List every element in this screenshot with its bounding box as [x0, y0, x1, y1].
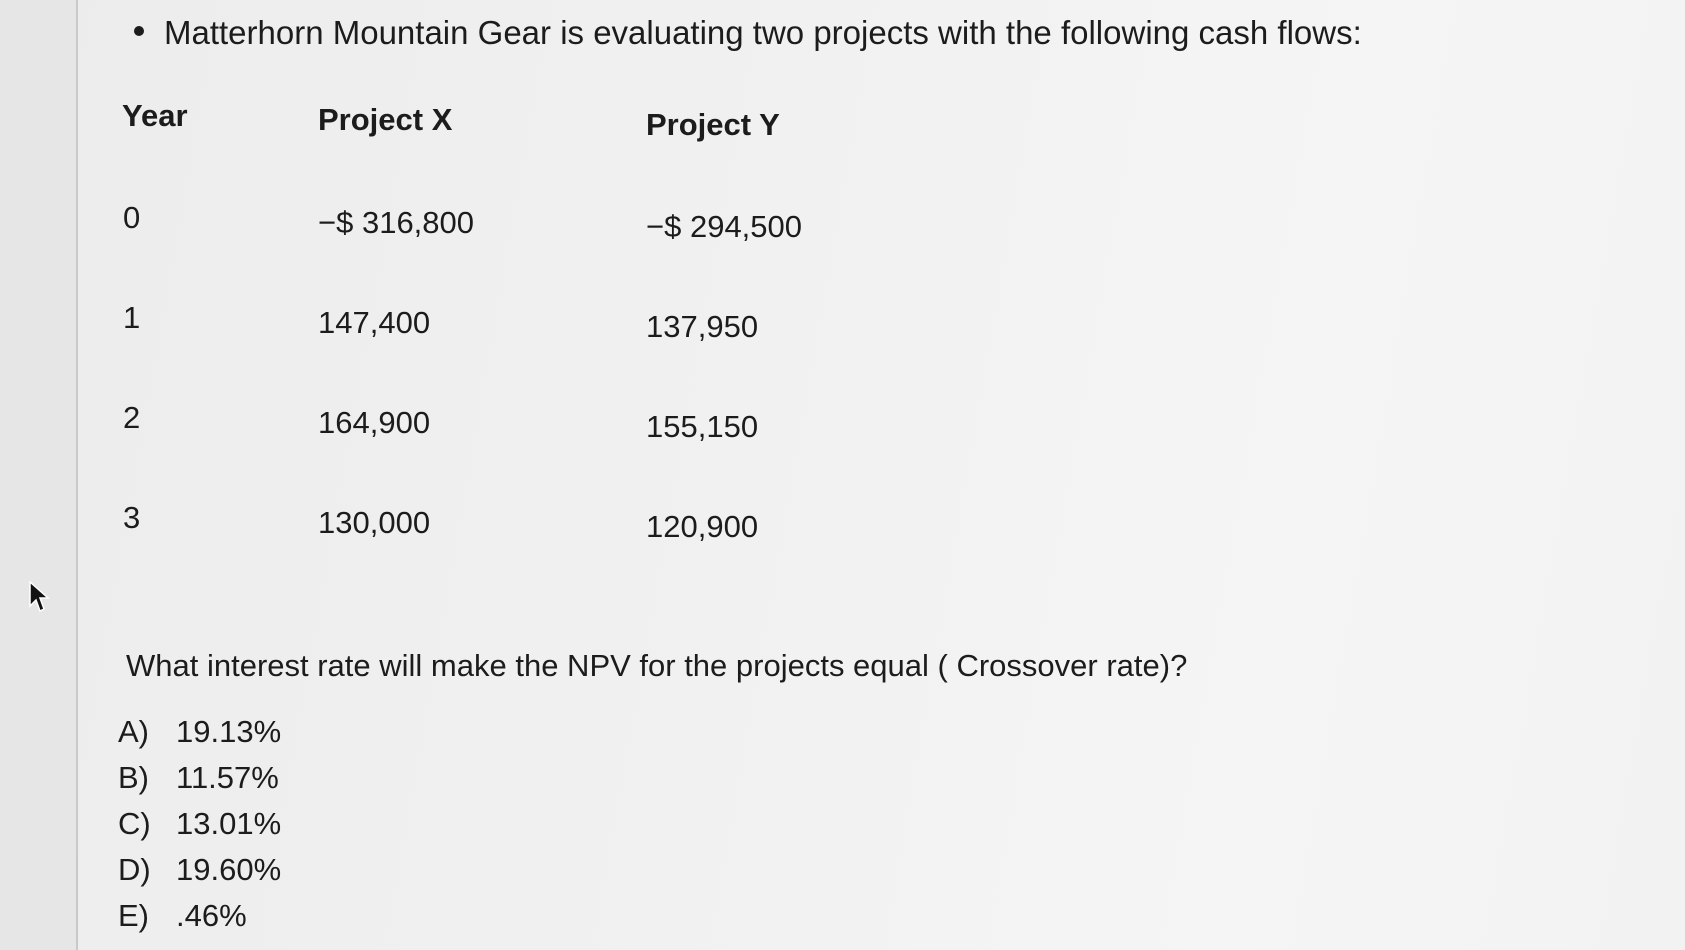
option-value: 19.13% [176, 714, 282, 749]
option-letter: C) [118, 806, 151, 841]
option-letter: E) [118, 898, 149, 933]
year-cell: 2 [123, 400, 141, 435]
header-year: Year [122, 98, 188, 133]
project-x-cell: 164,900 [318, 405, 431, 440]
answer-option-b [118, 760, 279, 796]
year-cell: 3 [123, 500, 141, 535]
option-letter: B) [118, 760, 149, 795]
project-x-cell: 147,400 [318, 305, 431, 340]
header-project-x: Project X [318, 102, 453, 137]
project-y-cell: −$ 294,500 [646, 209, 803, 244]
option-value: 11.57% [176, 760, 279, 795]
answer-option-c [118, 806, 281, 842]
project-x-cell: −$ 316,800 [318, 205, 475, 240]
intro-line [134, 14, 1362, 52]
project-x-cell: 130,000 [318, 505, 431, 540]
project-y-cell: 155,150 [646, 409, 759, 444]
answer-option-a [118, 714, 281, 750]
year-cell: 0 [123, 200, 141, 235]
answer-option-e [118, 898, 247, 934]
left-margin-strip [0, 0, 78, 950]
option-value: 13.01% [176, 806, 282, 841]
option-value: .46% [176, 898, 247, 933]
header-project-y: Project Y [646, 107, 780, 142]
bullet-icon [134, 26, 144, 36]
answer-option-d [118, 852, 281, 888]
option-letter: A) [118, 714, 149, 749]
mouse-pointer-icon [28, 580, 50, 614]
intro-text: Matterhorn Mountain Gear is evaluating two projects with the following cash flows: [164, 14, 1362, 51]
question-text: What interest rate will make the NPV for the projects equal ( Crossover rate)? [126, 648, 1188, 683]
project-y-cell: 137,950 [646, 309, 759, 344]
option-letter: D) [118, 852, 151, 887]
project-y-cell: 120,900 [646, 509, 759, 544]
option-value: 19.60% [176, 852, 282, 887]
year-cell: 1 [123, 300, 141, 335]
